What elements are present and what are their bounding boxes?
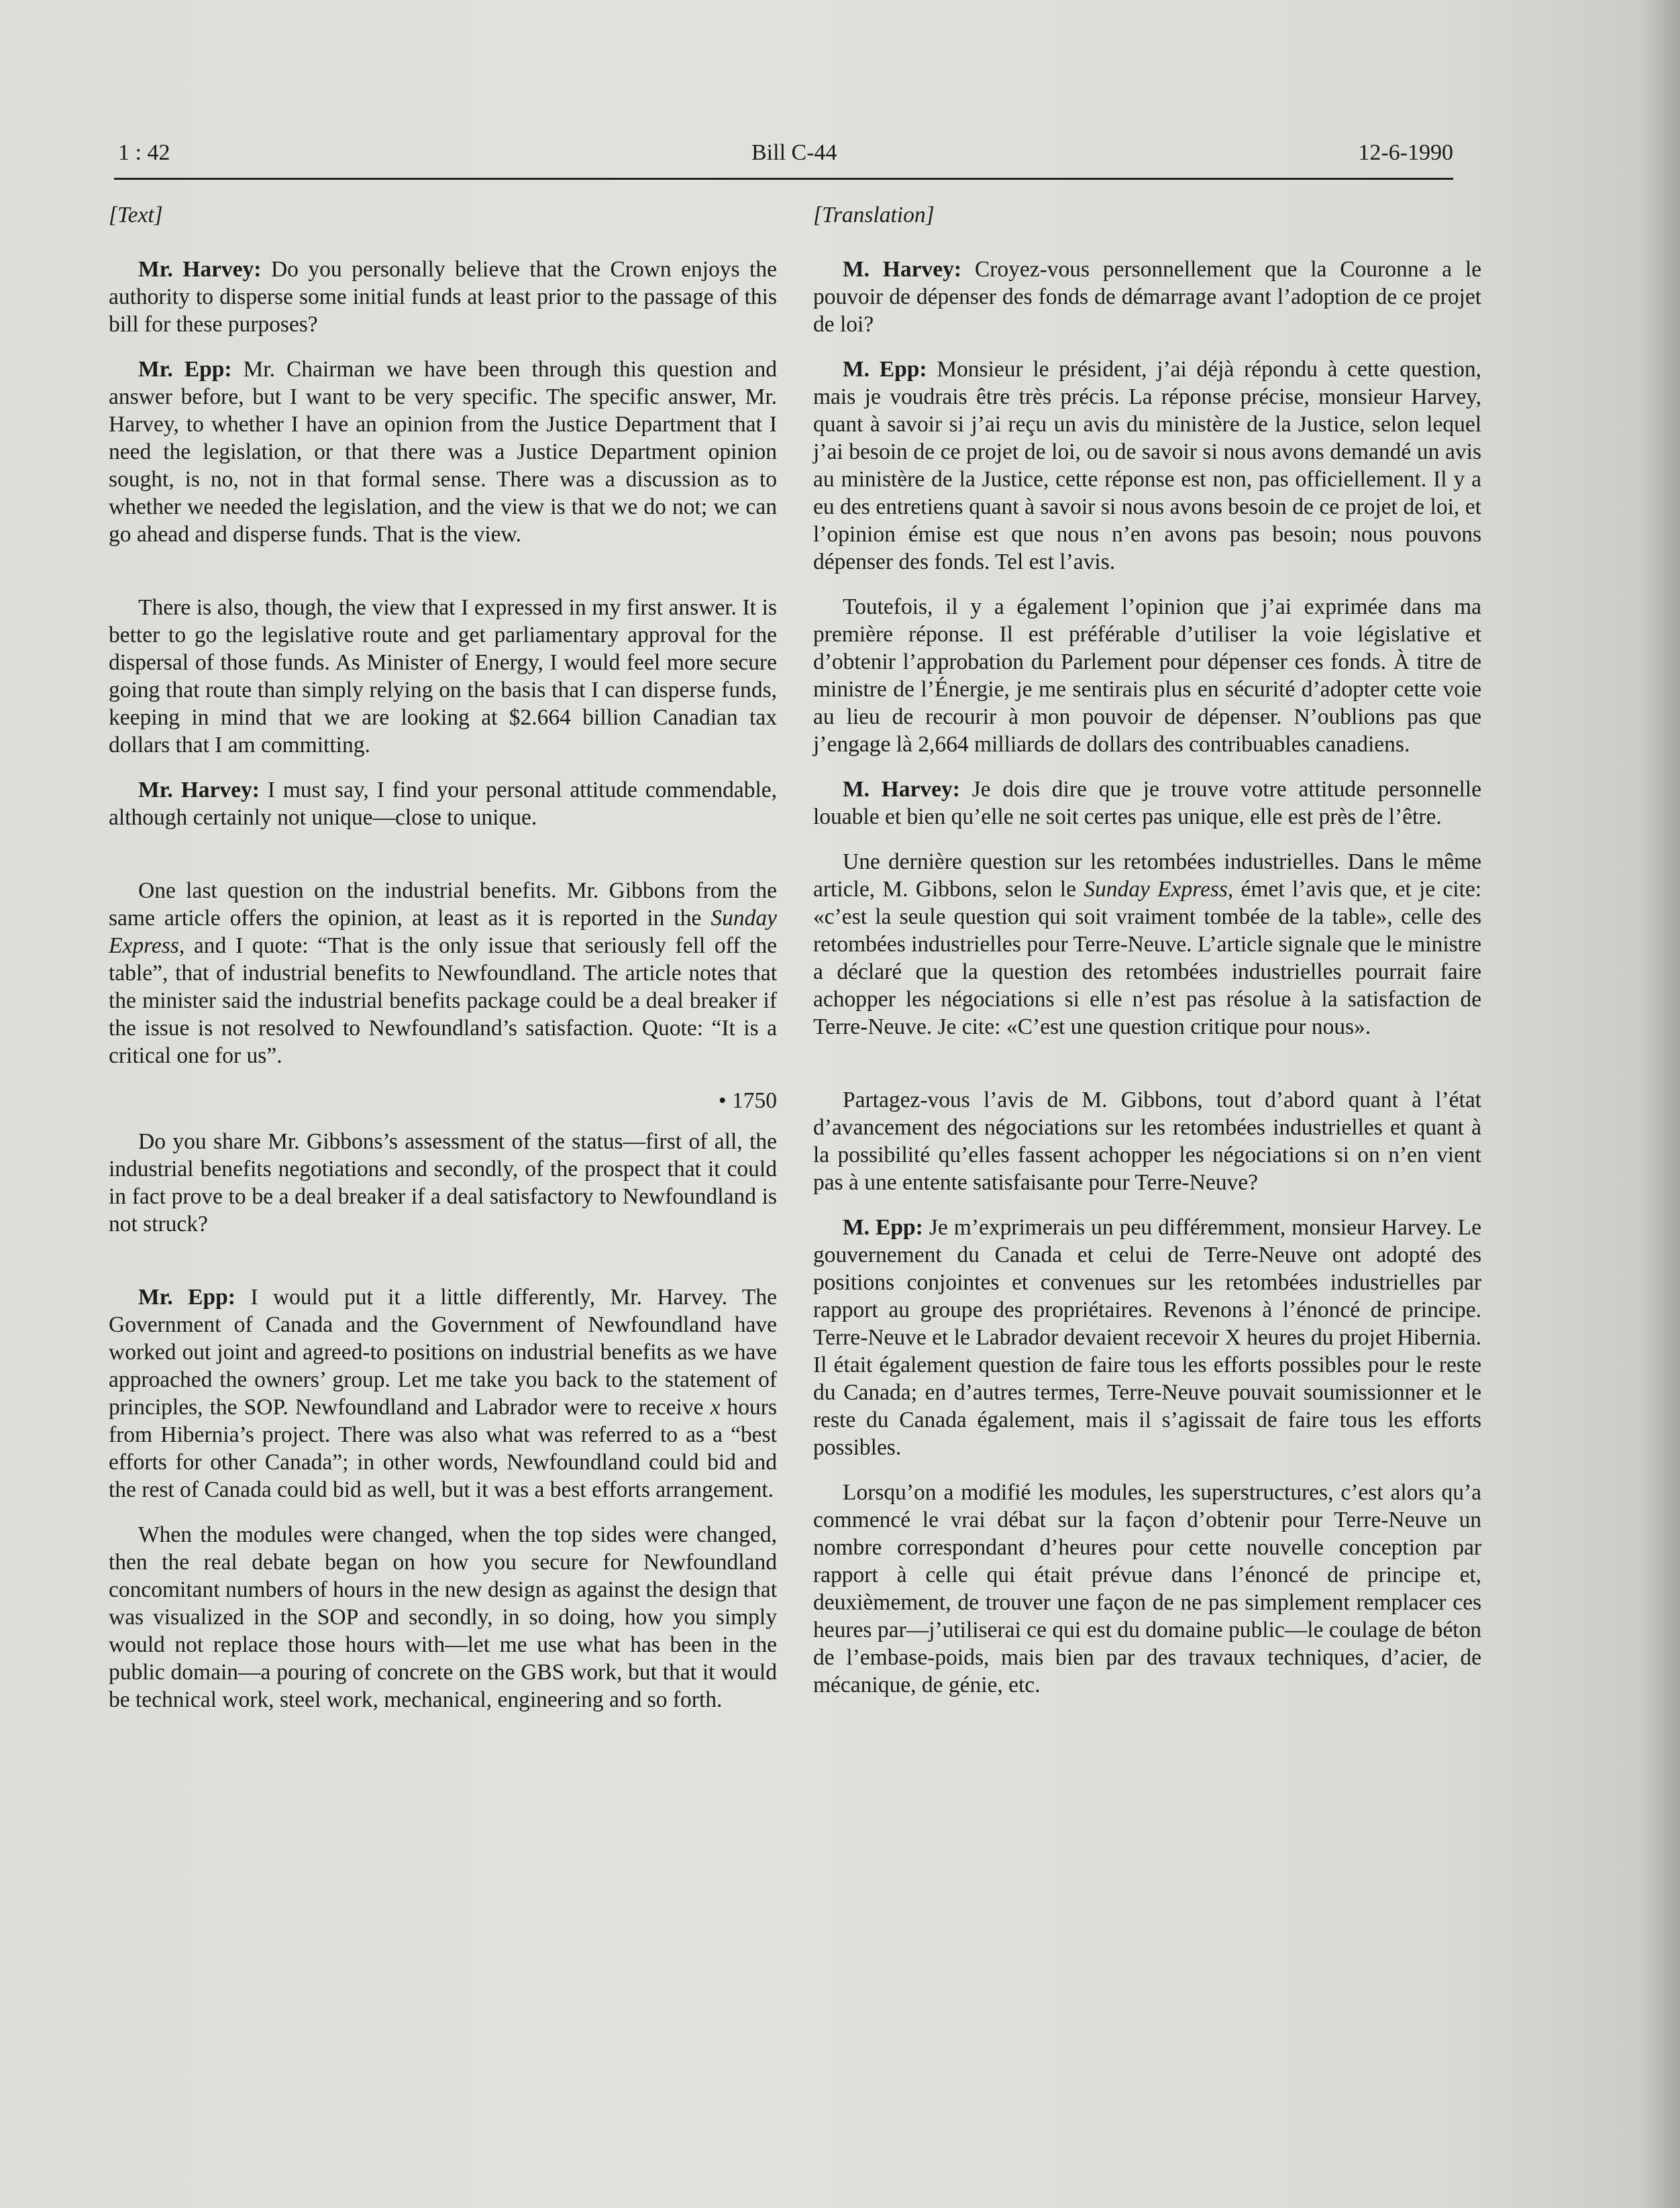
paragraph bbox=[109, 256, 777, 338]
paragraph bbox=[813, 1086, 1481, 1196]
french-column bbox=[813, 201, 1481, 1716]
translation-label-word: Translation bbox=[822, 203, 926, 227]
paragraph-text: Je dois dire que je trouve votre attitude personnelle louable et bien qu’elle ne soit certes pas unique, elle est près de l’être. bbox=[813, 777, 1481, 829]
paragraph-text: Je m’exprimerais un peu différemment, monsieur Harvey. Le gouvernement du Canada et celui de Terre-Neuve ont adopté des positions conjointes et convenues sur les retombées industrielles par rapport au groupe des propriétaires. Revenons à l’énoncé de principe. Terre-Neuve et le Labrador devaient recevoir X heures du projet Hibernia. Il était également question de faire tous les efforts possibles pour le reste du Canada; en d’autres termes, Terre-Neuve pouvait soumissionner et le reste du Canada également, mais il s’agissait de faire tous les efforts possibles. bbox=[813, 1215, 1482, 1460]
speaker-name: Mr. Harvey: bbox=[138, 257, 262, 282]
paragraph bbox=[109, 877, 777, 1069]
time-stamp: • 1750 bbox=[718, 1088, 777, 1113]
header-date: 12-6-1990 bbox=[1358, 140, 1453, 165]
paragraph-text: Partagez-vous l’avis de M. Gibbons, tout d’abord quant à l’état d’avancement des négociations sur les retombées industrielles et quant à la possibilité qu’elles fassent achopper les négociations si on n’en vient pas à une entente satisfaisante pour Terre-Neuve? bbox=[813, 1088, 1481, 1195]
paragraph-text: Do you share Mr. Gibbons’s assessment of the status—first of all, the industrial benefits negotiations and secondly, of the prospect that it could in fact prove to be a deal breaker if a deal satisfactory to Newfoundland is not struck? bbox=[109, 1129, 777, 1237]
bill-title: Bill C-44 bbox=[751, 140, 837, 165]
paragraph bbox=[109, 1283, 777, 1504]
paragraph-text: There is also, though, the view that I expressed in my first answer. It is better to go the legislative route and get parliamentary approval for the dispersal of those funds. As Minister of Energy, I would feel more secure going that route than simply relying on the basis that I can disperse funds, keeping in mind that we are looking at $2.664 billion Canadian tax dollars that I am committing. bbox=[109, 595, 777, 757]
paragraph bbox=[813, 1479, 1481, 1699]
translation-label: [Translation] bbox=[813, 203, 935, 227]
paragraph-text: Do you personally believe that the Crown enjoys the authority to disperse some initial funds at least prior to the passage of this bill for these purposes? bbox=[109, 257, 777, 337]
page-edge-shadow bbox=[1640, 0, 1680, 2208]
paragraph-text: , émet l’avis que, et je cite: «c’est la seule question qui soit vraiment tombée de la table», celle des retombées industrielles pour Terre-Neuve. L’article signale que le ministre a déclaré que la question des retombées industrielles pourrait faire achopper les négociations si elle n’est pas résolue à la satisfaction de Terre-Neuve. Je cite: «C’est une question critique pour nous». bbox=[813, 877, 1481, 1039]
paragraph bbox=[109, 1128, 777, 1238]
text-label: [Text] bbox=[109, 203, 163, 227]
paragraph-text: Mr. Chairman we have been through this question and answer before, but I want to be very specific. The specific answer, Mr. Harvey, to whether I have an opinion from the Justice Department that I need the legislation, or that there was a Justice Department opinion sought, is no, not in that formal sense. There was a discussion as to whether we needed the legislation, and the view is that we do not; we can go ahead and disperse funds. That is the view. bbox=[109, 357, 777, 547]
paragraph bbox=[109, 356, 777, 548]
newspaper-name: Sunday Express bbox=[1084, 877, 1228, 902]
paragraph bbox=[813, 356, 1481, 576]
speaker-name: M. Epp: bbox=[843, 357, 927, 382]
paragraph-text: Croyez-vous personnellement que la Couronne a le pouvoir de dépenser des fonds de démarrage avant l’adoption de ce projet de loi? bbox=[813, 257, 1481, 337]
paragraph bbox=[813, 256, 1481, 338]
paragraph-text: One last question on the industrial benefits. Mr. Gibbons from the same article offers the opinion, at least as it is reported in the bbox=[109, 878, 777, 931]
paragraph-text: Une dernière question sur les retombées industrielles. Dans le même article, M. Gibbons, selon le bbox=[813, 849, 1481, 902]
paragraph-text: hours from Hibernia’s project. There was also what was referred to as a “best efforts for other Canada”; in other words, Newfoundland could bid and the rest of Canada could bid as well, but it was a best efforts arrangement. bbox=[109, 1395, 777, 1502]
english-column bbox=[109, 201, 777, 1731]
paragraph bbox=[109, 776, 777, 831]
newspaper-name: Sunday Express bbox=[109, 906, 777, 958]
speaker-name: Mr. Epp: bbox=[138, 357, 232, 382]
speaker-name: Mr. Epp: bbox=[138, 1285, 235, 1310]
text-label-word: Text bbox=[117, 203, 154, 227]
paragraph bbox=[813, 848, 1481, 1041]
speaker-name: M. Harvey: bbox=[843, 777, 960, 802]
paragraph bbox=[813, 1214, 1481, 1461]
paragraph-text: I would put it a little differently, Mr. Harvey. The Government of Canada and the Government of Newfoundland have worked out joint and agreed-to positions on industrial benefits as we have approached the owners’ group. Let me take you back to the statement of principles, the SOP. Newfoundland and Labrador were to receive bbox=[109, 1285, 777, 1420]
speaker-name: M. Harvey: bbox=[843, 257, 962, 282]
paragraph bbox=[109, 1521, 777, 1714]
paragraph-text: Monsieur le président, j’ai déjà répondu à cette question, mais je voudrais être très précis. La réponse précise, monsieur Harvey, quant à savoir si j’ai reçu un avis du ministère de la Justice, selon lequel j’ai besoin de ce projet de loi, ou de savoir si nous avons demandé un avis au ministère de la Justice, cette réponse est non, pas officiellement. Il y a eu des entretiens quant à savoir si nous avons besoin de ce projet de loi, et l’opinion émise est que nous n’en avons pas besoin; nous pouvons dépenser des fonds. Tel est l’avis. bbox=[813, 357, 1481, 574]
paragraph-text: Lorsqu’on a modifié les modules, les superstructures, c’est alors qu’a commencé le vrai débat sur la façon d’obtenir pour Terre-Neuve un nombre correspondant d’heures pour cette nouvelle conception par rapport à celle qui était prévue dans l’énoncé de principe et, deuxièmement, de trouver une façon de ne pas simplement remplacer ces heures par—j’utiliserai ce qui est du domaine public—le coulage de béton de l’embase-poids, mais bien par des travaux techniques, d’acier, de mécanique, de génie, etc. bbox=[813, 1480, 1481, 1697]
page-reference: 1 : 42 bbox=[118, 140, 170, 165]
page-header bbox=[114, 138, 1453, 180]
paragraph bbox=[813, 776, 1481, 831]
speaker-name: M. Epp: bbox=[843, 1215, 923, 1240]
paragraph-text: Toutefois, il y a également l’opinion que j’ai exprimée dans ma première réponse. Il est préférable d’utiliser la voie législative et d’obtenir l’approbation du Parlement pour dépenser ces fonds. À titre de ministre de l’Énergie, je me sentirais plus en sécurité d’adopter cette voie au lieu de recourir à mon pouvoir de dépenser. N’oublions pas que j’engage là 2,664 milliards de dollars des contribuables canadiens. bbox=[813, 594, 1481, 757]
paragraph bbox=[109, 594, 777, 759]
speaker-name: Mr. Harvey: bbox=[138, 778, 260, 802]
paragraph-text: I must say, I find your personal attitude commendable, although certainly not unique—close to unique. bbox=[109, 778, 777, 830]
variable-x: x bbox=[710, 1395, 721, 1420]
paragraph-text: , and I quote: “That is the only issue that seriously fell off the table”, that of industrial benefits to Newfoundland. The article notes that the minister said the industrial benefits package could be a deal breaker if the issue is not resolved to Newfoundland’s satisfaction. Quote: “It is a critical one for us”. bbox=[109, 933, 777, 1068]
paragraph bbox=[813, 593, 1481, 758]
paragraph-text: When the modules were changed, when the top sides were changed, then the real debate began on how you secure for Newfoundland concomitant numbers of hours in the new design as against the design that was visualized in the SOP and secondly, in so doing, how you simply would not replace those hours with—let me use what has been in the public domain—a pouring of concrete on the GBS work, but that it would be technical work, steel work, mechanical, engineering and so forth. bbox=[109, 1522, 777, 1712]
